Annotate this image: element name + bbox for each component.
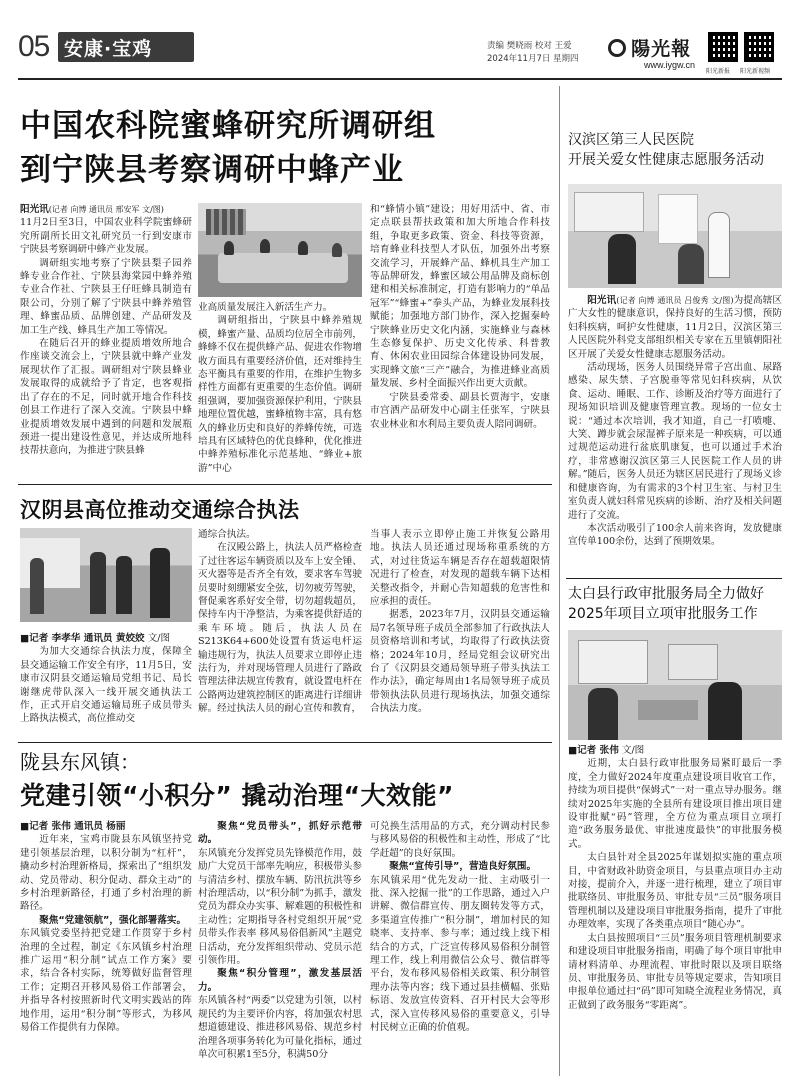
paragraph: 东风镇采用“优先发动一批、主动吸引一批、深入挖掘一批”的工作思路，通过入户讲解、微信群宣传、朋友圈转发等方式，多渠道宣传推广“积分制”，增加村民的知晓率、支持率、参与率；通过线上线下相结合的方式，广泛宣传移风易俗积分制管理工作，线上利用微信公众号、微信群等平台，发布移风易俗相关政策、积分制管理办法等内容；线下通过县挂横幅、张贴标语、发放宣传资料、召开村民大会等形式，深入宣传移风易俗的重要意义，引导村民树立正确的价值观。: [370, 874, 550, 1034]
section-rule: [566, 578, 782, 579]
paragraph: 东风镇充分发挥党员先锋模范作用，鼓励广大党员干部率先响应，积极带头参与清洁乡村、摆放车辆、防汛抗洪等乡村治理活动，以“积分制”为抓手，激发党员为群众办实事、解难题的积极性和主动性；定期指导各村党组织开展“党员带头作表率 移风易俗倡新风”主题党日活动，充分发挥组织带动、党员示范引领作用。: [198, 847, 362, 967]
subheading: 聚焦“党建领航”，强化部署落实。: [39, 914, 187, 926]
article5-title-line2: 2025年项目立项审批服务工作: [568, 606, 758, 622]
paragraph: 业高质量发展注入新活生产力。: [198, 302, 333, 313]
byline-detail: (记者 向博 通讯员 邢安军 文/图): [48, 205, 164, 214]
article5-title: [568, 584, 764, 624]
article1-col3: [370, 203, 550, 431]
article2-title: 汉阴县高位推动交通综合执法: [20, 498, 300, 522]
byline-name: 记者 张伟: [577, 745, 619, 756]
article1-title: [20, 104, 436, 192]
qr-code-icon[interactable]: [744, 32, 774, 62]
paragraph: 在随后召开的蜂业提质增效所地合作座谈交流会上，宁陕县就中蜂产业发展现状作了汇报。调研组对宁陕县蜂业发展取得的成就给予了肯定，也客观指出了存在的不足，同时就开地合作科技创县工作进行了深入交流。宁陕县中蜂业提质增效发展中遇到的问题和发展瓶颈进一提出建设性意见，并达成所地科技帮扶意向，为推进宁陕县蜂: [20, 338, 192, 457]
paragraph: 在汉殿公路上，执法人员严格检查了过往客运车辆资质以及车上安全锤、灭火器等是否齐全有效，要求客车驾驶员要时刻绷紧安全弦，切勿疲劳驾驶，督促乘客系好安全带，切勿超载超员，保持车内干净整洁，为乘客提供舒适的乘车环境。随后，执法人员在S213K64+600处设置有货运电杆运输违规行为，执法人员要求立即停止违法行为，并对现场管理人员进行了路政管理法律法规宣传教育，就设置电杆在公路两边建筑控制区的距离进行详细讲解。经过执法人员的耐心宣传和教育，: [198, 542, 362, 715]
paragraph: 可兑换生活用品的方式，充分调动村民参与移风易俗的积极性和主动性，形成了“比学赶超”的良好氛围。: [370, 821, 550, 859]
byline-name: 阳光讯: [587, 295, 617, 306]
byline-detail: (记者 向博 通讯员 吕俊秀 文/图): [616, 296, 734, 305]
qr-label: 阳光新视频: [740, 68, 771, 75]
paragraph: 11月2日至3日，中国农业科学院蜜蜂研究所副所长田文礼研究员一行到安康市宁陕县考察调研中蜂产业发展。: [20, 217, 192, 256]
article3-kicker: 陇县东风镇：: [20, 750, 140, 774]
page-header: [0, 0, 800, 82]
article5-title-line1: 太白县行政审批服务局全力做好: [568, 586, 764, 602]
date-line: 2024年11月7日 星期四: [487, 54, 579, 64]
paragraph: 近年来，宝鸡市陇县东风镇坚持党建引领基层治理，以积分制为“杠杆”，撬动乡村治理新格局，探索出了“组织发动、党员带动、积分促动、群众主动”的乡村治理新路径，打通了乡村治理的新路径。: [20, 834, 192, 913]
header-rule: [18, 78, 782, 80]
paragraph: 当事人表示立即停止施工并恢复公路用地。执法人员还通过现场称重系统的方式，对过往货运车辆是否存在超载超限情况进行了检查，对发现的超载车辆下达相关整改指令，并耐心告知超载的危害性和应承担的责任。: [370, 529, 550, 608]
article2-col1: [20, 632, 192, 726]
section-name: 安康·宝鸡: [64, 38, 153, 60]
byline-name: 记者 李孝华 通讯员 黄姣姣: [29, 633, 145, 644]
byline-name: ■: [20, 633, 30, 644]
paragraph: 调研组指出，宁陕县中蜂养殖规模，蜂蜜产量、品质均位居全市前列，蜂蜂不仅在提供蜂产品、促进农作物增收方面具有重要经济价值，还对维持生态平衡具有重要的作用，在维护生物多样性方面都有更重要的生态价值。调研组强调，要加强资源保护利用，宁陕县地理位置优越，蜜蜂植物丰富，具有悠久的蜂业历史和良好的养蜂传统，可选培具有区域特色的优良蜂种，优化推进中蜂养殖标准化示范基地、“蜂业+旅游”中心: [198, 315, 362, 474]
article1-col2: [198, 301, 362, 475]
paragraph: 和“蜂情小镇”建设；用好用活中、省、市定点联县帮扶政策和加大所地合作科技组，争取更多政策、资金、科技等资源，培育蜂业科技型人才队伍，加强外出考察交流学习，开展蜂产品、蜂机具生产加工等品牌研发，蜂蜜区域公用品牌及商标创建和相关标准制定，打造有影响力的“单品冠军”“蜂蜜+”拳头产品，为蜂业发展科技赋能；加强地方部门协作，深入挖掘秦岭宁陕蜂业历史文化内涵，实施蜂业与森林生态修复保护、历史文化传承、科普教育、休闲农业田园综合体建设协同发展，实现蜂文旅“三产”融合，为推进蜂业高质量发展、乡村全面振兴作出更大贡献。: [370, 204, 550, 390]
paragraph: 近期，太白县行政审批服务局紧盯最后一季度，全力做好2024年度重点建设项目收官工作，持续为项目提供“保姆式”一对一重点导办服务。继续对2025年实施的全县所有建设项目推出项目建设审批赋“码”管理，全方位为重点项目立项打造“政务服务最优、审批速度最快”的审批服务模式。: [568, 758, 782, 850]
paragraph: 活动现场，医务人员围绕异常子宫出血、尿路感染、尿失禁、子宫脱垂等常见妇科疾病，从饮食、运动、睡眠、工作、诊断及治疗等方面进行了现场知识培训及健康管理宣教。现场的一位女士说：“通过本次培训，我才知道，自己一打喷嚏、大笑、蹲步就会尿湿裤子原来是一种疾病，可以通过规范运动进行盆底肌康复，也可以通过手术治疗，非常感谢汉滨区第三人民医院工作人员的讲解。”随后，医务人员还为辖区居民进行了现场义诊和健康咨询，为有需求的3个村卫生室、与村卫生室负责人就妇科常见疾病的诊断、治疗及相关问题进行了交流。: [568, 362, 782, 521]
article3-col3: [370, 820, 550, 1035]
article5-photo: [568, 630, 782, 740]
subheading: 聚焦“宣传引导”，营造良好氛围。: [389, 861, 537, 873]
paragraph: 通综合执法。: [198, 529, 256, 540]
article2-photo: [20, 528, 192, 622]
site-url[interactable]: www.iygw.cn: [644, 60, 696, 70]
article5-body: ■记者 张伟 文/图 近期，太白县行政审批服务局紧盯最后一季度，全力做好2024年度重点建设项目收官工作，持续为项目提供“保姆式”一对一重点导办服务。继续对2025年实施的全县所有建设项目推出项目建设审批赋“码”管理，全方位为重点项目立项打造“政务服务最优、审批速度最快”的审批服务模式。 太白县针对全县2025年谋划拟实施的重点项目，中省财政补助资金项目，与县重点项目办主动对接，提前介入，并逐一进行梳理，建立了项目审批联络员、审批服务员、审批专员“三员”服务项目管理机制以及建设项目审批服务指南，提升了审批办理效率，实现了各类重点项目“随心办”。 太白县按照项目“三员”服务项目管理机制要求和建设项目审批服务指南，明确了每个项目审批申请材料清单、办理流程、审批时限以及项目联络员、审批服务员、审批专员等规定要求，告知项目申报单位通过扫“码”即可知晓全流程业务情况，真正做到了政务服务“零距离”。: [568, 745, 782, 1011]
article4-photo: [568, 184, 782, 288]
byline-name: 阳光讯: [20, 204, 49, 215]
article3-col2: [198, 820, 362, 1061]
subheading: 聚焦“党员带头”，抓好示范带动。: [198, 821, 362, 846]
paragraph: 为加大交通综合执法力度，保障全县交通运输工作安全有序，11月5日，安康市汉阴县交通运输局党组书记、局长谢继虎带队深入一线开展交通执法工作，正式开启交通运输局班子成员带头上路执法模式，高位推动交: [20, 646, 192, 725]
byline-detail: 文/图: [147, 633, 171, 644]
article1-col1: [20, 203, 192, 458]
paragraph: 东风镇各村“两委”以党建为引领，以村规民约为主要评价内容，将加强农村思想道德建设、推进移风易俗、规范乡村治理各项事务转化为可量化指标，通过单次可积累1至5分，积满50分: [198, 995, 362, 1060]
brand-name: 陽光報: [631, 38, 692, 60]
paragraph: 太白县按照项目“三员”服务项目管理机制要求和建设项目审批服务指南，明确了每个项目审批申请材料清单、办理流程、审批时限以及项目联络员、审批服务员、审批专员等规定要求，告知项目申报单位通过扫“码”即可知晓全流程业务情况，真正做到了政务服务“零距离”。: [568, 932, 782, 1011]
article4-title-line1: 汉滨区第三人民医院: [568, 132, 694, 148]
byline-name: 记者 张伟 通讯员 杨丽: [29, 821, 126, 832]
brand-logo: [608, 34, 691, 61]
subheading: 聚焦“积分管理”，激发基层活力。: [198, 968, 362, 993]
article4-body: [568, 294, 782, 549]
article3-col1: ■记者 张伟 通讯员 杨丽 近年来，宝鸡市陇县东风镇坚持党建引领基层治理，以积分制为“杠杆”，撬动乡村治理新格局，探索出了“组织发动、党员带动、积分促动、群众主动”的乡村治理新路径，打通了乡村治理的新路径。 聚焦“党建领航”，强化部署落实。 东风镇党委坚持把党建工作贯穿于乡村治理的全过程，制定《东风镇乡村治理推广运用“积分制”试点工作方案》要求，结合各村实际，统筹做好监督管理工作；定期召开移风易俗工作部署会，并指导各村按照新时代文明实践站的阵地作用，运用“积分制”等形式，为移风易俗工作提供有力保障。: [20, 821, 192, 1034]
byline-detail: 文/图: [621, 745, 645, 756]
editor-line: 责编 樊晓雨 校对 王爱: [487, 41, 572, 51]
section-rule: [18, 742, 552, 743]
article1-title-line1: 中国农科院蜜蜂研究所调研组: [20, 108, 436, 144]
article4-title-line2: 开展关爱女性健康志愿服务活动: [568, 152, 764, 168]
paragraph: 调研组实地考察了宁陕县梨子园养蜂专业合作社、宁陕县海棠园中蜂养殖专业合作社、宁陕县王仔旺蜂具制造有限公司，分别了解了宁陕县中蜂养殖管理、蜂蜜品质、品牌创建、产品研发及加工生产线、蜂具生产加工等情况。: [20, 257, 192, 336]
paragraph: 本次活动吸引了100余人前来咨询，发放健康宣传单100余份，达到了预期效果。: [568, 522, 782, 548]
paragraph: 为提高辖区广大女性的健康意识，保持良好的生活习惯，预防妇科疾病，呵护女性健康，11月2日，汉滨区第三人民医院外科党支部组织相关专家在五里镇朝阳社区开展了关爱女性健康志愿服务活动。: [568, 295, 783, 360]
paragraph: 太白县针对全县2025年谋划拟实施的重点项目，中省财政补助资金项目，与县重点项目办主动对接，提前介入，并逐一进行梳理，建立了项目审批联络员、审批服务员、审批专员“三员”服务项目管理机制以及建设项目审批服务指南，提升了审批办理效率，实现了各类重点项目“随心办”。: [568, 852, 782, 931]
article1-title-line2: 到宁陕县考察调研中蜂产业: [20, 152, 404, 188]
page-number: 05: [18, 30, 50, 63]
qr-code-icon[interactable]: [708, 32, 738, 62]
paragraph: 据悉，2023年7月，汉阴县交通运输局7名领导班子成员全部参加了行政执法人员资格培训和考试，均取得了行政执法资格；2024年10月，经局党组会议研究出台了《汉阴县交通局领导班子带头执法工作办法》，确定每周由1名局领导班子成员带领执法队员进行现场执法，加强交通综合执法力度。: [370, 609, 550, 715]
column-divider: [559, 86, 560, 1076]
sun-icon: [608, 39, 626, 57]
qr-label: 阳光新报: [706, 68, 731, 75]
article2-col3: [370, 528, 550, 716]
section-rule: [18, 484, 552, 485]
article1-photo: [198, 203, 362, 297]
paragraph: 东风镇党委坚持把党建工作贯穿于乡村治理的全过程，制定《东风镇乡村治理推广运用“积分制”试点工作方案》要求，结合各村实际，统筹做好监督管理工作；定期召开移风易俗工作部署会，并指导各村按照新时代文明实践站的阵地作用，运用“积分制”等形式，为移风易俗工作提供有力保障。: [20, 928, 192, 1034]
article4-title: [568, 130, 764, 170]
paragraph: 宁陕县委常委、副县长贾海宇，安康市宫洒产品研发中心副主任张军，宁陕县农业林业和水利局主要负责人陪同调研。: [370, 391, 550, 430]
article3-title: 党建引领“小积分” 撬动治理“大效能”: [20, 781, 454, 810]
article2-col2: [198, 528, 362, 716]
